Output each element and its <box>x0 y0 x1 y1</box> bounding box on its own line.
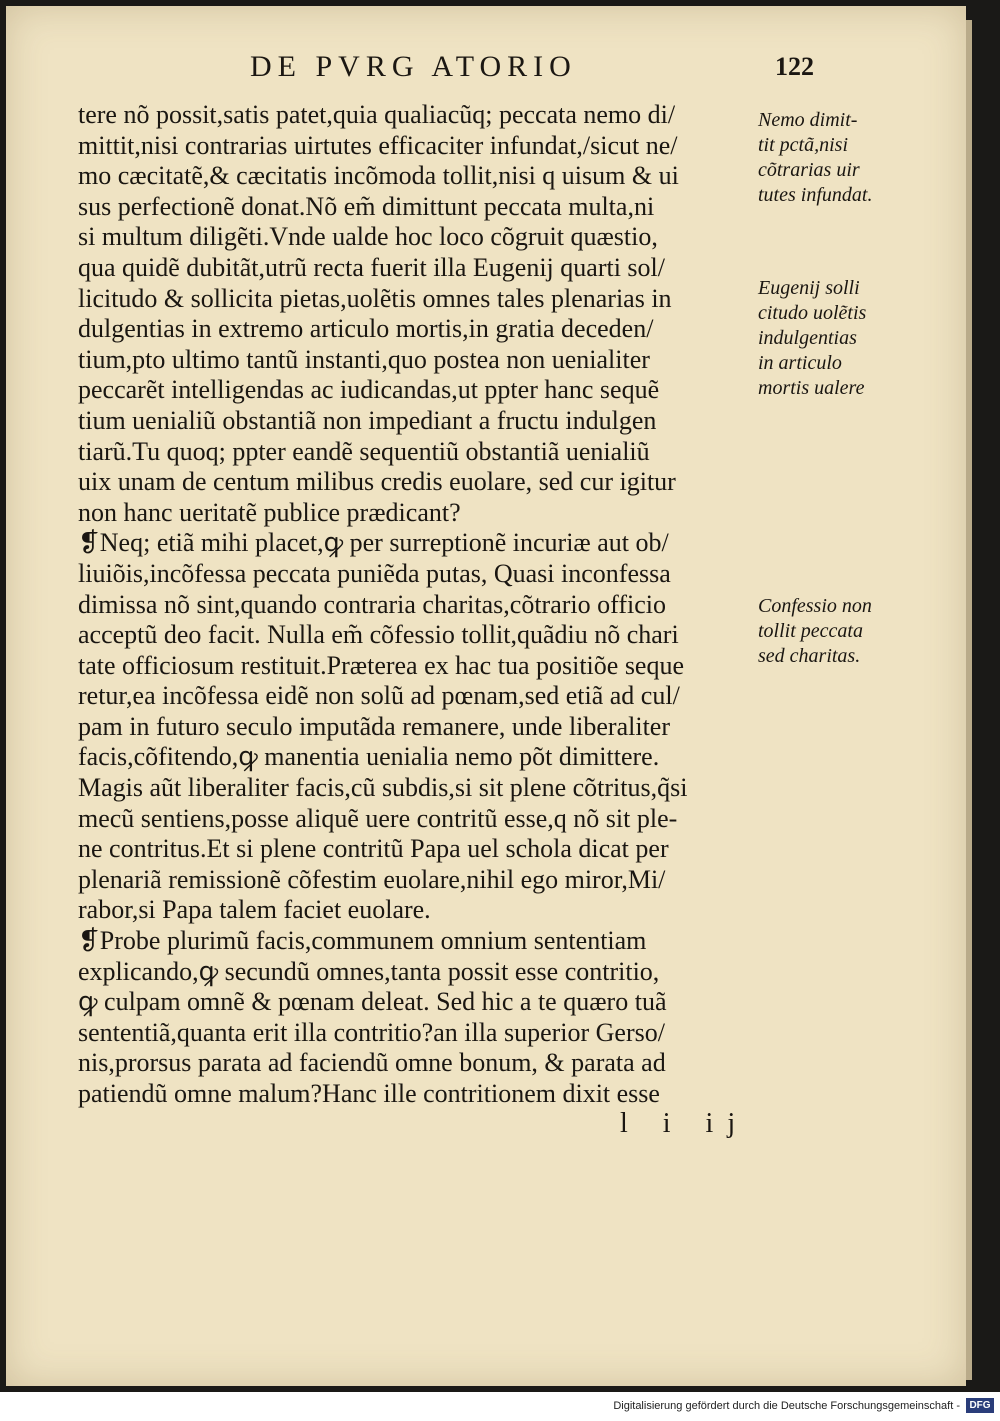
text-line: peccarẽt intelligendas ac iudicandas,ut ppter hanc sequẽ <box>78 375 660 405</box>
text-line: patiendũ omne malum?Hanc ille contritionem dixit esse <box>78 1079 660 1108</box>
text-line: qua quidẽ dubitãt,utrũ recta fuerit illa Eugenij quarti sol/ <box>78 252 665 282</box>
margin-note-line: tit pctã,nisi <box>758 134 848 156</box>
text-line: mo cæcitatẽ,& cæcitatis incõmoda tollit,nisi q uisum & ui <box>78 161 679 191</box>
footer-credit: Digitalisierung gefördert durch die Deutsche Forschungsgemeinschaft - <box>613 1400 960 1412</box>
main-text-block <box>78 100 758 1110</box>
text-line: licitudo & sollicita pietas,uolẽtis omnes tales plenarias in <box>78 283 672 313</box>
text-line: plenariã remissionẽ cõfestim euolare,nihil ego miror,Mi/ <box>78 864 666 894</box>
text-line: liuiõis,incõfessa peccata puniẽda putas, Quasi inconfessa <box>78 558 671 588</box>
running-title: DE PVRG ATORIO <box>250 50 577 83</box>
margin-note <box>758 594 908 669</box>
text-line: rabor,si Papa talem faciet euolare. <box>78 895 431 925</box>
margin-note-line: sed charitas. <box>758 645 861 667</box>
text-line: explicando,ꝙ secundũ omnes,tanta possit esse contritio, <box>78 956 660 986</box>
text-line: uix unam de centum milibus credis euolare, sed cur igitur <box>78 467 676 497</box>
text-line: tiarũ.Tu quoq; ppter eandẽ sequentiũ obstantiã uenialiũ <box>78 436 650 466</box>
dfg-logo: DFG <box>966 1398 994 1413</box>
text-line: tate officiosum restituit.Præterea ex hac tua positiõe seque <box>78 650 685 680</box>
text-line: ❡Neq; etiã mihi placet,ꝙ per surreptionẽ incuriæ aut ob/ <box>78 528 669 558</box>
page-header <box>250 50 814 90</box>
text-line: dimissa nõ sint,quando contraria charitas,cõtrario officio <box>78 589 666 619</box>
text-line: si multum diligẽti.Vnde ualde hoc loco cõgruit quæstio, <box>78 222 658 252</box>
page-edge <box>966 20 972 1380</box>
margin-note-line: tollit peccata <box>758 620 863 642</box>
text-line: tium uenialiũ obstantiã non impediant a fructu indulgen <box>78 405 657 435</box>
text-line: sus perfectionẽ donat.Nõ em̃ dimittunt peccata multa,ni <box>78 191 655 221</box>
margin-note-line: in articulo <box>758 352 842 374</box>
signature-mark: l i ij <box>620 1108 750 1139</box>
folio-number: 122 <box>775 52 814 81</box>
text-line: ꝙ culpam omnẽ & pœnam deleat. Sed hic a te quæro tuã <box>78 987 667 1017</box>
text-line: sententiã,quanta erit illa contritio?an illa superior Gerso/ <box>78 1017 665 1047</box>
text-line: retur,ea incõfessa eidẽ non solũ ad pœnam,sed etiã ad cul/ <box>78 681 680 711</box>
margin-note <box>758 108 908 208</box>
margin-note <box>758 276 908 401</box>
margin-note-line: Nemo dimit- <box>758 109 858 131</box>
text-line: facis,cõfitendo,ꝙ manentia uenialia nemo põt dimittere. <box>78 742 660 772</box>
margin-note-line: Eugenij solli <box>758 277 860 299</box>
text-line: nis,prorsus parata ad faciendũ omne bonum, & parata ad <box>78 1048 666 1078</box>
margin-note-line: indulgentias <box>758 327 857 349</box>
text-line: non hanc ueritatẽ publice prædicant? <box>78 497 461 527</box>
text-line: tere nõ possit,satis patet,quia qualiacũq; peccata nemo di/ <box>78 100 676 129</box>
text-line: ❡Probe plurimũ facis,communem omnium sententiam <box>78 926 647 956</box>
text-line: tium,pto ultimo tantũ instanti,quo postea non uenialiter <box>78 344 650 374</box>
text-line: acceptũ deo facit. Nulla em̃ cõfessio tollit,quãdiu nõ chari <box>78 620 679 650</box>
margin-note-line: citudo uolẽtis <box>758 302 867 324</box>
text-line: mecũ sentiens,posse aliquẽ uere contritũ esse,q nõ sit ple- <box>78 803 678 833</box>
margin-note-line: cõtrarias uir <box>758 159 860 181</box>
text-line: dulgentias in extremo articulo mortis,in gratia deceden/ <box>78 314 654 344</box>
text-line: ne contritus.Et si plene contritũ Papa uel schola dicat per <box>78 834 669 864</box>
text-line: mittit,nisi contrarias uirtutes efficaciter infundat,/sicut ne/ <box>78 130 678 160</box>
margin-note-line: tutes infundat. <box>758 184 873 206</box>
margin-note-line: Confessio non <box>758 595 872 617</box>
text-line: pam in futuro seculo imputãda remanere, unde liberaliter <box>78 711 670 741</box>
margin-note-line: mortis ualere <box>758 377 865 399</box>
footer-bar <box>0 1392 1000 1421</box>
text-line: Magis aũt liberaliter facis,cũ subdis,si sit plene cõtritus,q̃si <box>78 773 688 803</box>
